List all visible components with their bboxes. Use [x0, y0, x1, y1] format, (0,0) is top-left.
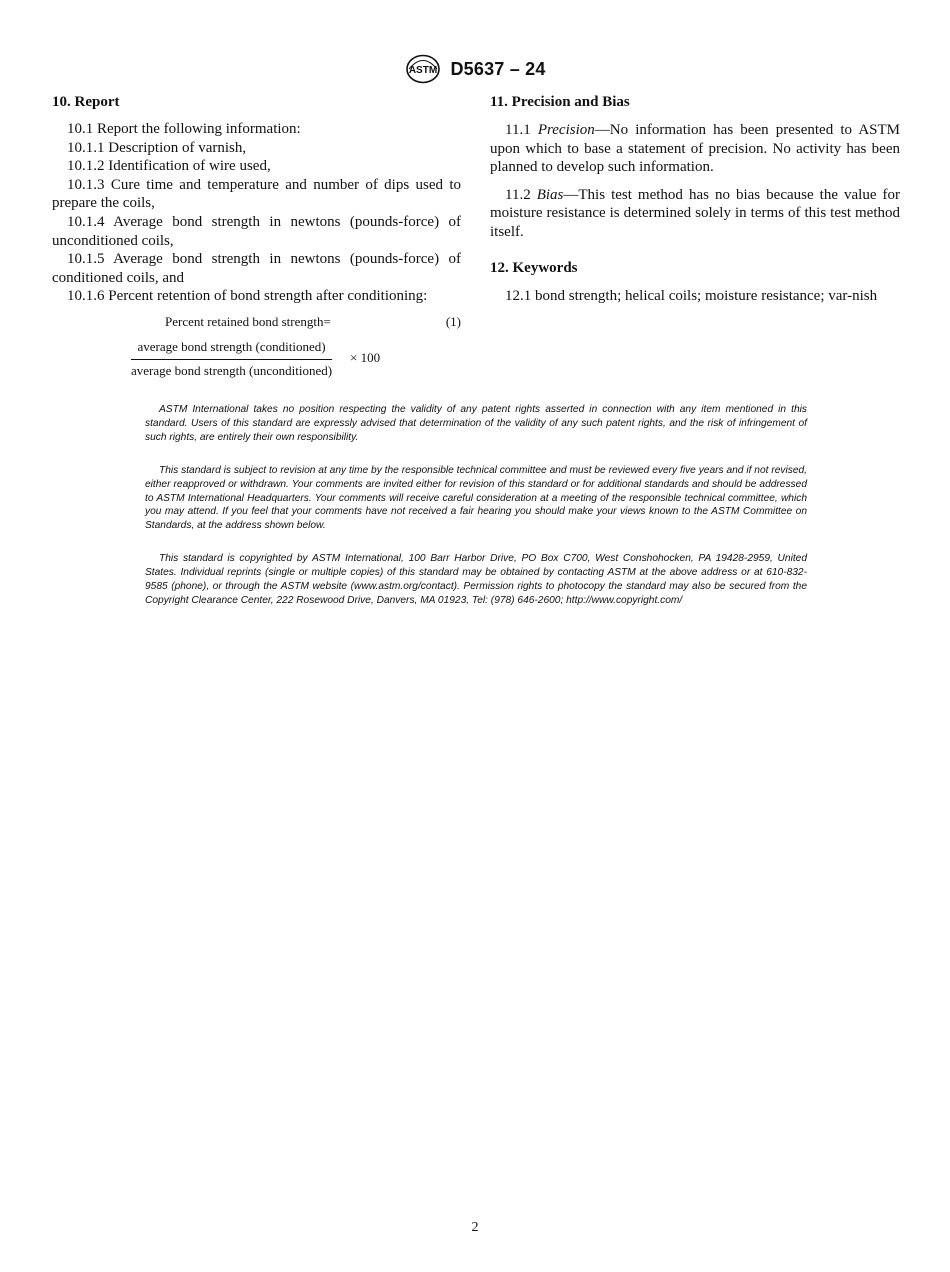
para-10-1-5: 10.1.5 Average bond strength in newtons (pounds-force) of conditioned coils, and [52, 251, 461, 286]
section-11-heading: 11. Precision and Bias [490, 94, 630, 110]
para-11-2 [490, 186, 900, 242]
right-column [490, 92, 900, 305]
para-11-1 [490, 121, 900, 177]
para-10-1-1: 10.1.1 Description of varnish, [67, 139, 247, 156]
revision-notice: This standard is subject to revision at any time by the responsible technical committee and must be reviewed every five years and if not revised, either reapproved or withdrawn. Your comments are invited either for revision of this standard or for additional standards and should be addressed to ASTM International Headquarters. Your comments will receive careful consideration at a meeting of the responsible technical committee, which you may attend. If you feel that your comments have not received a fair hearing you should make your views known to the ASTM Committee on Standards, at the address shown below. [145, 464, 807, 532]
copyright-notice: This standard is copyrighted by ASTM International, 100 Barr Harbor Drive, PO Box C700, West Conshohocken, PA 19428-2959, United States. Individual reprints (single or multiple copies) of this standard may be obtained by contacting ASTM at the above address or at 610-832-9585 (phone), or through the ASTM website (www.astm.org/contact). Permission rights to photocopy the standard may also be secured from the Copyright Clearance Center, 222 Rosewood Drive, Danvers, MA 01923, Tel: (978) 646-2600; http://www.copyright.com/ [145, 553, 807, 606]
astm-logo-icon [404, 54, 442, 84]
para-10-1: 10.1 Report the following information: [67, 121, 301, 137]
section-12-heading: 12. Keywords [490, 259, 578, 276]
para-11-1-text: —No information has been presented to ASTM upon which to base a statement of precision. No activity has been planned to develop such information. [490, 122, 900, 176]
para-10-1-6: 10.1.6 Percent retention of bond strength after conditioning: [67, 288, 428, 305]
para-10-1-2: 10.1.2 Identification of wire used, [67, 158, 271, 175]
patent-notice: ASTM International takes no position respecting the validity of any patent rights asserted in connection with any item mentioned in this standard. Users of this standard are expressly advised that determination of the validity of any such patent rights, and the risk of infringement of such rights, are entirely their own responsibility. [145, 404, 807, 443]
equation-fraction [52, 338, 461, 382]
logo-text: ASTM [409, 65, 438, 76]
para-11-2-text: —This test method has no bias because the value for moisture resistance is determined solely in terms of this test method itself. [490, 186, 900, 240]
equation-line [52, 310, 461, 332]
page-header [0, 52, 950, 86]
equation-number: (1) [445, 313, 461, 329]
page-number: 2 [471, 1220, 479, 1235]
standard-designation: D5637 – 24 [450, 58, 546, 79]
para-10-1-4: 10.1.4 Average bond strength in newtons (pounds-force) of unconditioned coils, [52, 213, 461, 249]
para-10-1-3: 10.1.3 Cure time and temperature and number of dips used to prepare the coils, [52, 176, 461, 212]
left-column [52, 92, 461, 382]
equation-factor: × 100 [350, 349, 381, 365]
section-10-heading: 10. Report [52, 94, 120, 110]
fraction-numerator: average bond strength (conditioned) [137, 338, 326, 354]
legal-notices [145, 403, 807, 627]
bias-term: Bias [536, 186, 564, 203]
equation-lhs: Percent retained bond strength= [165, 313, 331, 329]
fraction [131, 338, 332, 380]
fraction-denominator: average bond strength (unconditioned) [131, 362, 333, 378]
para-11-2-number: 11.2 [505, 186, 537, 203]
precision-term: Precision [537, 122, 595, 138]
para-12-1: 12.1 bond strength; helical coils; moisture resistance; var-nish [505, 287, 878, 304]
para-11-1-number: 11.1 [505, 122, 538, 138]
